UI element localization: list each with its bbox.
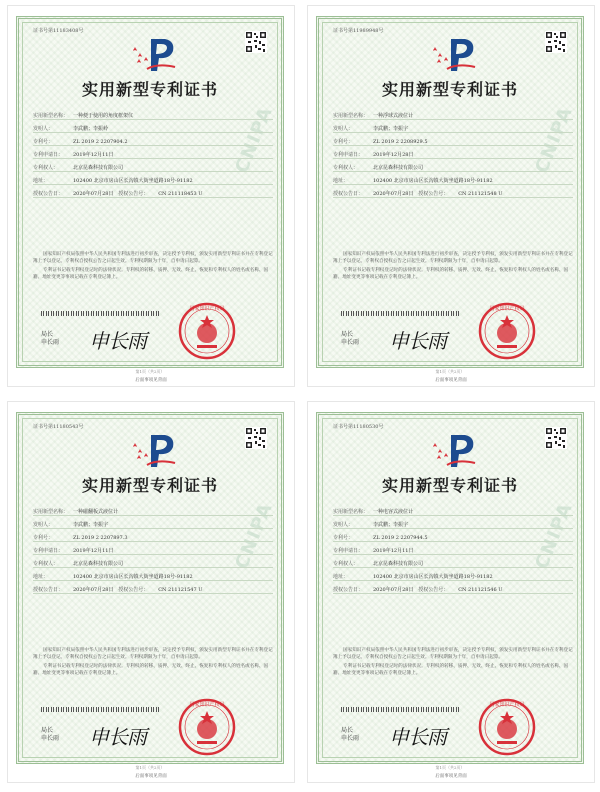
announcement-number: CN 211118453 U: [158, 191, 203, 197]
certificate-body: [33, 251, 277, 283]
certificate-title: 实用新型专利证书: [81, 476, 218, 495]
certificate-frame: [316, 16, 584, 374]
field-label: 实用新型名称：: [333, 113, 369, 119]
svg-text:国家知识产权局: 国家知识产权局: [189, 306, 225, 312]
field-label: 地址：: [33, 574, 49, 580]
filing-date: 2019年12月11日: [73, 152, 114, 158]
body-paragraph: 专利证书记载专利权登记时的法律状况。专利权的转移、质押、无效、终止、恢复和专利权人的姓名或名称、国籍、地址变更等事项记载在专利登记簿上。: [333, 664, 569, 676]
certificate-1: [8, 6, 294, 386]
field-label: 实用新型名称：: [33, 113, 69, 119]
patent-holder: 北京昆森科技有限公司: [373, 165, 424, 171]
certificate-body: [33, 647, 277, 679]
field-label: 专利申请日：: [333, 152, 364, 158]
certificate-body: [333, 647, 577, 679]
body-paragraph: 专利证书记载专利权登记时的法律状况。专利权的转移、质押、无效、终止、恢复和专利权人的姓名或名称、国籍、地址变更等事项记载在专利登记簿上。: [333, 268, 569, 280]
official-seal-icon: [477, 301, 537, 361]
field-label: 授权公告日：: [33, 587, 64, 593]
qr-code-icon: [245, 31, 267, 53]
field-label: 地址：: [33, 178, 49, 184]
filing-date: 2019年12月11日: [373, 548, 414, 554]
page-number: 第1页（共2页）: [135, 765, 165, 770]
grant-date: 2020年07月28日: [73, 191, 114, 197]
announcement-number: CN 211121548 U: [458, 191, 503, 197]
certificate-title: 实用新型专利证书: [381, 476, 518, 495]
cnipa-logo-icon: [429, 429, 479, 471]
certificate-title: 实用新型专利证书: [381, 80, 518, 99]
field-label: 发明人：: [33, 126, 54, 132]
utility-model-name: 一种磁翻板式液位计: [73, 509, 119, 515]
watermark: CNIPA: [230, 498, 277, 573]
watermark: CNIPA: [530, 102, 577, 177]
field-label: 专利号：: [333, 139, 354, 145]
svg-text:国家知识产权局: 国家知识产权局: [489, 306, 525, 312]
field-label: 授权公告号：: [418, 191, 449, 197]
patent-number: ZL 2019 2 2207944.5: [373, 535, 428, 541]
body-paragraph: 国家知识产权局依照中华人民共和国专利法进行初步审查，决定授予专利权，颁发实用新型专利证书并在专利登记簿上予以登记。专利权自授权公告之日起生效。专利权期限为十年，自申请日起算。: [333, 252, 573, 264]
certificate-frame: [16, 412, 284, 770]
field-label: 发明人：: [333, 126, 354, 132]
certificate-footer-note: 后面事项见背面: [435, 774, 467, 779]
cnipa-logo-icon: [129, 429, 179, 471]
certificate-body: [333, 251, 577, 283]
patent-number: ZL 2019 2 2207897.3: [73, 535, 128, 541]
watermark: CNIPA: [230, 102, 277, 177]
watermark: CNIPA: [530, 498, 577, 573]
announcement-number: CN 211121547 U: [158, 587, 203, 593]
field-label: 发明人：: [333, 522, 354, 528]
certificate-4: [308, 402, 594, 782]
field-label: 专利权人：: [333, 561, 359, 567]
official-seal-icon: [177, 697, 237, 757]
grant-date: 2020年07月28日: [373, 587, 414, 593]
holder-address: 102400 北京市房山区长沟镇大街坐道路18号-91182: [373, 574, 493, 580]
field-label: 授权公告日：: [333, 587, 364, 593]
field-label: 授权公告号：: [118, 191, 149, 197]
utility-model-name: 一种电容式液位计: [373, 509, 414, 515]
patent-holder: 北京昆森科技有限公司: [73, 561, 124, 567]
inventors: 李武鹏；李振岭: [73, 126, 109, 132]
field-label: 授权公告号：: [418, 587, 449, 593]
barcode: [41, 707, 159, 712]
certificate-number: 证书号第11180543号: [33, 424, 84, 430]
cnipa-logo-icon: [429, 33, 479, 75]
body-paragraph: 国家知识产权局依照中华人民共和国专利法进行初步审查，决定授予专利权，颁发实用新型专利证书并在专利登记簿上予以登记。专利权自授权公告之日起生效。专利权期限为十年，自申请日起算。: [33, 648, 273, 660]
field-label: 专利权人：: [33, 561, 59, 567]
svg-text:国家知识产权局: 国家知识产权局: [189, 702, 225, 708]
field-label: 授权公告号：: [118, 587, 149, 593]
barcode: [341, 707, 459, 712]
patent-number: ZL 2019 2 2207904.2: [73, 139, 128, 145]
field-label: 专利申请日：: [33, 548, 64, 554]
field-label: 授权公告日：: [33, 191, 64, 197]
field-label: 授权公告日：: [333, 191, 364, 197]
certificate-fields: [33, 509, 273, 600]
field-label: 专利权人：: [33, 165, 59, 171]
utility-model-name: 一种便于使用的角度框架仪: [73, 113, 134, 119]
patent-holder: 北京昆森科技有限公司: [73, 165, 124, 171]
body-paragraph: 专利证书记载专利权登记时的法律状况。专利权的转移、质押、无效、终止、恢复和专利权人的姓名或名称、国籍、地址变更等事项记载在专利登记簿上。: [33, 268, 269, 280]
official-seal-icon: [477, 697, 537, 757]
certificate-footer-note: 后面事项见背面: [135, 378, 167, 383]
field-label: 地址：: [333, 574, 349, 580]
page-number: 第1页（共2页）: [435, 765, 465, 770]
qr-code-icon: [545, 31, 567, 53]
field-label: 实用新型名称：: [33, 509, 69, 515]
field-label: 专利权人：: [333, 165, 359, 171]
certificate-2: [308, 6, 594, 386]
signature-label: 局长 申长雨: [41, 727, 60, 742]
page-number: 第1页（共2页）: [135, 369, 165, 374]
body-paragraph: 国家知识产权局依照中华人民共和国专利法进行初步审查，决定授予专利权，颁发实用新型专利证书并在专利登记簿上予以登记。专利权自授权公告之日起生效。专利权期限为十年，自申请日起算。: [333, 648, 573, 660]
announcement-number: CN 211121546 U: [458, 587, 503, 593]
field-label: 专利申请日：: [333, 548, 364, 554]
body-paragraph: 国家知识产权局依照中华人民共和国专利法进行初步审查，决定授予专利权，颁发实用新型专利证书并在专利登记簿上予以登记。专利权自授权公告之日起生效。专利权期限为十年，自申请日起算。: [33, 252, 273, 264]
holder-address: 102400 北京市房山区长沟镇大街坐道路18号-91182: [73, 178, 193, 184]
certificate-fields: [33, 113, 273, 204]
patent-holder: 北京昆森科技有限公司: [373, 561, 424, 567]
inventors: 李武鹏；李振宇: [73, 522, 109, 528]
signature-label: 局长 申长雨: [341, 727, 360, 742]
certificate-number: 证书号第11989948号: [333, 28, 384, 34]
inventors: 李武鹏；李振宇: [373, 126, 409, 132]
certificate-3: [8, 402, 294, 782]
official-seal-icon: [177, 301, 237, 361]
signature-label: 局长 申长雨: [341, 331, 360, 346]
body-paragraph: 专利证书记载专利权登记时的法律状况。专利权的转移、质押、无效、终止、恢复和专利权人的姓名或名称、国籍、地址变更等事项记载在专利登记簿上。: [33, 664, 269, 676]
field-label: 专利号：: [333, 535, 354, 541]
barcode: [41, 311, 159, 316]
qr-code-icon: [245, 427, 267, 449]
field-label: 专利号：: [33, 139, 54, 145]
field-label: 实用新型名称：: [333, 509, 369, 515]
filing-date: 2019年12月28日: [373, 152, 414, 158]
director-signature: 申长雨: [389, 725, 446, 749]
certificate-fields: [333, 113, 573, 204]
field-label: 地址：: [333, 178, 349, 184]
inventors: 李武鹏；李振宇: [373, 522, 409, 528]
field-label: 发明人：: [33, 522, 54, 528]
certificate-number: 证书号第11180530号: [333, 424, 384, 430]
director-signature: 申长雨: [89, 725, 146, 749]
grant-date: 2020年07月28日: [373, 191, 414, 197]
barcode: [341, 311, 459, 316]
signature-label: 局长 申长雨: [41, 331, 60, 346]
field-label: 专利申请日：: [33, 152, 64, 158]
field-label: 专利号：: [33, 535, 54, 541]
certificate-frame: [16, 16, 284, 374]
certificate-fields: [333, 509, 573, 600]
patent-number: ZL 2019 2 2208929.5: [373, 139, 428, 145]
certificate-frame: [316, 412, 584, 770]
certificate-footer-note: 后面事项见背面: [135, 774, 167, 779]
certificate-number: 证书号第11183408号: [33, 28, 84, 34]
grant-date: 2020年07月28日: [73, 587, 114, 593]
filing-date: 2019年12月11日: [73, 548, 114, 554]
director-signature: 申长雨: [89, 329, 146, 353]
cnipa-logo-icon: [129, 33, 179, 75]
director-signature: 申长雨: [389, 329, 446, 353]
certificate-title: 实用新型专利证书: [81, 80, 218, 99]
utility-model-name: 一种浮球式液位计: [373, 113, 414, 119]
svg-text:国家知识产权局: 国家知识产权局: [489, 702, 525, 708]
qr-code-icon: [545, 427, 567, 449]
holder-address: 102400 北京市房山区长沟镇大街坐道路18号-91182: [73, 574, 193, 580]
holder-address: 102400 北京市房山区长沟镇大街坐道路18号-91182: [373, 178, 493, 184]
certificate-footer-note: 后面事项见背面: [435, 378, 467, 383]
page-number: 第1页（共2页）: [435, 369, 465, 374]
